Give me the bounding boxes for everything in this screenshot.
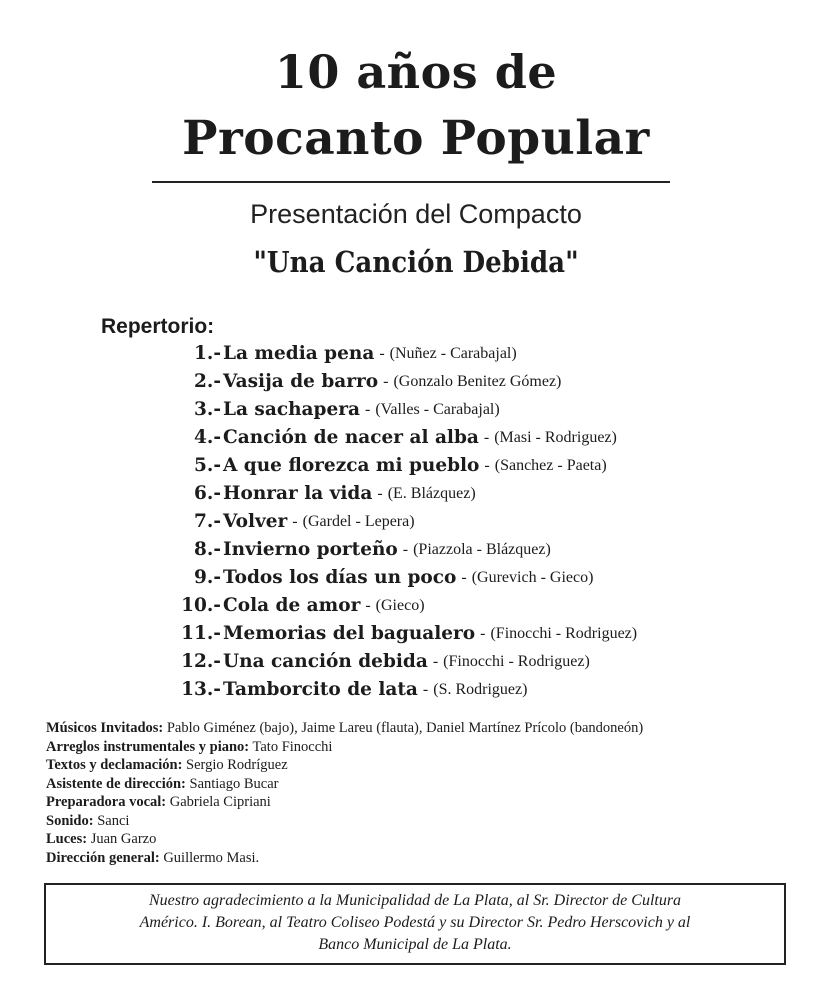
credit-line bbox=[46, 812, 806, 831]
track-separator: - bbox=[483, 429, 490, 446]
track-list bbox=[168, 340, 637, 704]
track-authors: (Sanchez - Paeta) bbox=[494, 457, 607, 474]
track-separator: - bbox=[379, 345, 385, 362]
track-title: Honrar la vida bbox=[223, 483, 373, 504]
track-separator: - bbox=[292, 513, 298, 530]
track-number: 1.- bbox=[194, 343, 221, 364]
track-number: 5.- bbox=[194, 455, 221, 476]
credit-value: Tato Finocchi bbox=[252, 738, 333, 755]
credit-value: Santiago Bucar bbox=[189, 775, 279, 792]
track-title: Cola de amor bbox=[223, 595, 361, 616]
track-number: 4.- bbox=[194, 427, 221, 448]
track-title: Una canción debida bbox=[223, 651, 428, 672]
track-title: La sachapera bbox=[223, 399, 360, 420]
track-authors: (Gonzalo Benitez Gómez) bbox=[393, 373, 562, 390]
track-number: 12.- bbox=[181, 651, 221, 672]
credit-value: Sanci bbox=[97, 812, 130, 829]
title-divider bbox=[152, 181, 670, 183]
track-number: 10.- bbox=[181, 595, 221, 616]
track-authors: (Masi - Rodriguez) bbox=[494, 429, 617, 446]
track-separator: - bbox=[364, 401, 371, 418]
acknowledgement-line: Nuestro agradecimiento a la Municipalidad de La Plata, al Sr. Director de Cultura bbox=[148, 892, 682, 909]
track-item bbox=[168, 424, 637, 452]
acknowledgement-box bbox=[44, 883, 786, 965]
credit-line bbox=[46, 756, 806, 775]
track-authors: (Piazzola - Blázquez) bbox=[413, 541, 551, 558]
track-title: Tamborcito de lata bbox=[223, 679, 418, 700]
credit-label: Luces: bbox=[46, 831, 88, 847]
track-title: Invierno porteño bbox=[223, 539, 398, 560]
credit-value: Guillermo Masi. bbox=[163, 849, 260, 866]
repertorio-label: Repertorio: bbox=[101, 315, 215, 338]
track-item bbox=[168, 648, 637, 676]
track-separator: - bbox=[365, 597, 371, 614]
track-authors: (Finocchi - Rodriguez) bbox=[490, 625, 638, 642]
track-item bbox=[168, 536, 637, 564]
album-title: "Una Canción Debida" bbox=[253, 245, 579, 279]
credit-label: Sonido: bbox=[46, 812, 94, 829]
track-item bbox=[168, 340, 637, 368]
track-number: 3.- bbox=[194, 399, 221, 420]
track-item bbox=[168, 620, 637, 648]
track-title: Memorias del bagualero bbox=[223, 623, 476, 644]
credit-label: Dirección general: bbox=[46, 849, 160, 866]
credit-label: Textos y declamación: bbox=[46, 757, 183, 773]
track-title: Canción de nacer al alba bbox=[223, 427, 479, 448]
track-authors: (S. Rodriguez) bbox=[433, 681, 528, 698]
credit-value: Juan Garzo bbox=[90, 831, 157, 847]
track-authors: (Gieco) bbox=[375, 597, 425, 614]
credit-line bbox=[46, 830, 806, 849]
credit-value: Pablo Giménez (bajo), Jaime Lareu (flauta), Daniel Martínez Prícolo (bandoneón) bbox=[166, 720, 644, 736]
track-number: 9.- bbox=[194, 567, 221, 588]
track-item bbox=[168, 508, 637, 536]
track-number: 8.- bbox=[194, 539, 221, 560]
track-number: 6.- bbox=[194, 483, 221, 504]
track-item bbox=[168, 676, 637, 704]
track-separator: - bbox=[377, 485, 383, 502]
track-separator: - bbox=[432, 653, 439, 670]
track-number: 11.- bbox=[181, 623, 221, 644]
credit-line bbox=[46, 793, 806, 812]
credit-line bbox=[46, 738, 806, 757]
track-separator: - bbox=[480, 625, 486, 642]
track-authors: (Gurevich - Gieco) bbox=[471, 569, 594, 586]
acknowledgement-line: Banco Municipal de La Plata. bbox=[318, 936, 512, 953]
credit-label: Arreglos instrumentales y piano: bbox=[46, 738, 250, 755]
track-separator: - bbox=[402, 541, 409, 558]
credits-block bbox=[46, 719, 806, 867]
track-item bbox=[168, 592, 637, 620]
subtitle: Presentación del Compacto bbox=[250, 199, 582, 229]
track-separator: - bbox=[422, 681, 429, 698]
title-line-2: Procanto Popular bbox=[182, 111, 650, 166]
track-title: Todos los días un poco bbox=[223, 567, 457, 588]
track-authors: (Valles - Carabajal) bbox=[375, 401, 500, 418]
track-number: 13.- bbox=[181, 679, 221, 700]
track-title: La media pena bbox=[223, 343, 375, 364]
track-title: Volver bbox=[223, 511, 288, 532]
track-item bbox=[168, 396, 637, 424]
credit-line bbox=[46, 719, 806, 738]
track-title: A que florezca mi pueblo bbox=[223, 455, 480, 476]
track-authors: (Finocchi - Rodriguez) bbox=[443, 653, 590, 670]
credit-line bbox=[46, 775, 806, 794]
title-line-1: 10 años de bbox=[274, 45, 558, 99]
credit-label: Asistente de dirección: bbox=[46, 775, 186, 792]
track-item bbox=[168, 480, 637, 508]
track-authors: (E. Blázquez) bbox=[387, 485, 476, 502]
track-title: Vasija de barro bbox=[223, 371, 379, 392]
track-authors: (Gardel - Lepera) bbox=[302, 513, 415, 530]
track-item bbox=[168, 368, 637, 396]
credit-value: Gabriela Cipriani bbox=[169, 794, 271, 810]
track-separator: - bbox=[383, 373, 389, 390]
track-item bbox=[168, 452, 637, 480]
credit-line bbox=[46, 849, 806, 868]
track-separator: - bbox=[484, 457, 490, 474]
credit-label: Músicos Invitados: bbox=[46, 720, 164, 736]
track-separator: - bbox=[461, 569, 467, 586]
track-authors: (Nuñez - Carabajal) bbox=[389, 345, 517, 362]
track-item bbox=[168, 564, 637, 592]
track-number: 2.- bbox=[194, 371, 221, 392]
credit-value: Sergio Rodríguez bbox=[186, 757, 288, 773]
credit-label: Preparadora vocal: bbox=[46, 794, 167, 810]
track-number: 7.- bbox=[194, 511, 221, 532]
acknowledgement-line: Américo. I. Borean, al Teatro Coliseo Podestá y su Director Sr. Pedro Herscovich y al bbox=[139, 914, 691, 931]
